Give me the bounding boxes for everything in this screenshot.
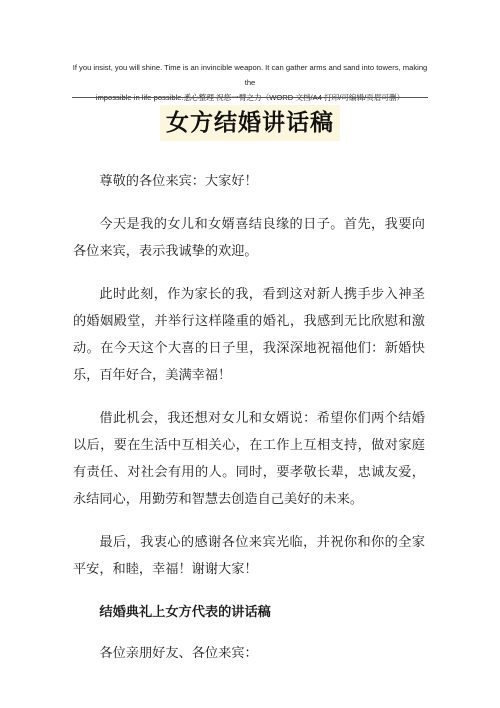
paragraph-greeting: 尊敬的各位来宾：大家好！ — [99, 174, 258, 189]
paragraph-address: 各位亲朋好友、各位来宾： — [99, 646, 258, 661]
title-container — [0, 105, 500, 141]
header-divider — [72, 97, 428, 98]
section-subheading: 结婚典礼上女方代表的讲话稿 — [99, 605, 271, 620]
document-body — [73, 168, 425, 683]
paragraph-advice: 借此机会，我还想对女儿和女婿说：希望你们两个结婚以后，要在生活中互相关心，在工作上互相支持，做对家庭有责任、对社会有用的人。同时，要孝敬长辈，忠诚友爱，永结同心，用勤劳和智慧去创造自己美好的未来。 — [73, 411, 425, 507]
header-line-2: impossible in life possible.悉心整理 祝您一臂之力（WORD 文档/A4 打印/可编辑/页眉可删） — [95, 93, 405, 102]
header-line-1: If you insist, you will shine. Time is an invincible weapon. It can gather arms and sand into towers, making the — [72, 63, 428, 87]
paragraph-blessing: 此时此刻，作为家长的我，看到这对新人携手步入神圣的婚姻殿堂，并举行这样隆重的婚礼，我感到无比欣慰和激动。在今天这个大喜的日子里，我深深地祝福他们：新婚快乐，百年好合，美满幸福！ — [73, 287, 425, 383]
document-title: 女方结婚讲话稿 — [160, 105, 340, 141]
paragraph-thanks: 最后，我衷心的感谢各位来宾光临，并祝你和你的全家平安，和睦，幸福！谢谢大家！ — [73, 535, 425, 577]
page-header — [70, 60, 430, 105]
paragraph-welcome: 今天是我的女儿和女婿喜结良缘的日子。首先，我要向各位来宾，表示我诚挚的欢迎。 — [73, 217, 425, 259]
